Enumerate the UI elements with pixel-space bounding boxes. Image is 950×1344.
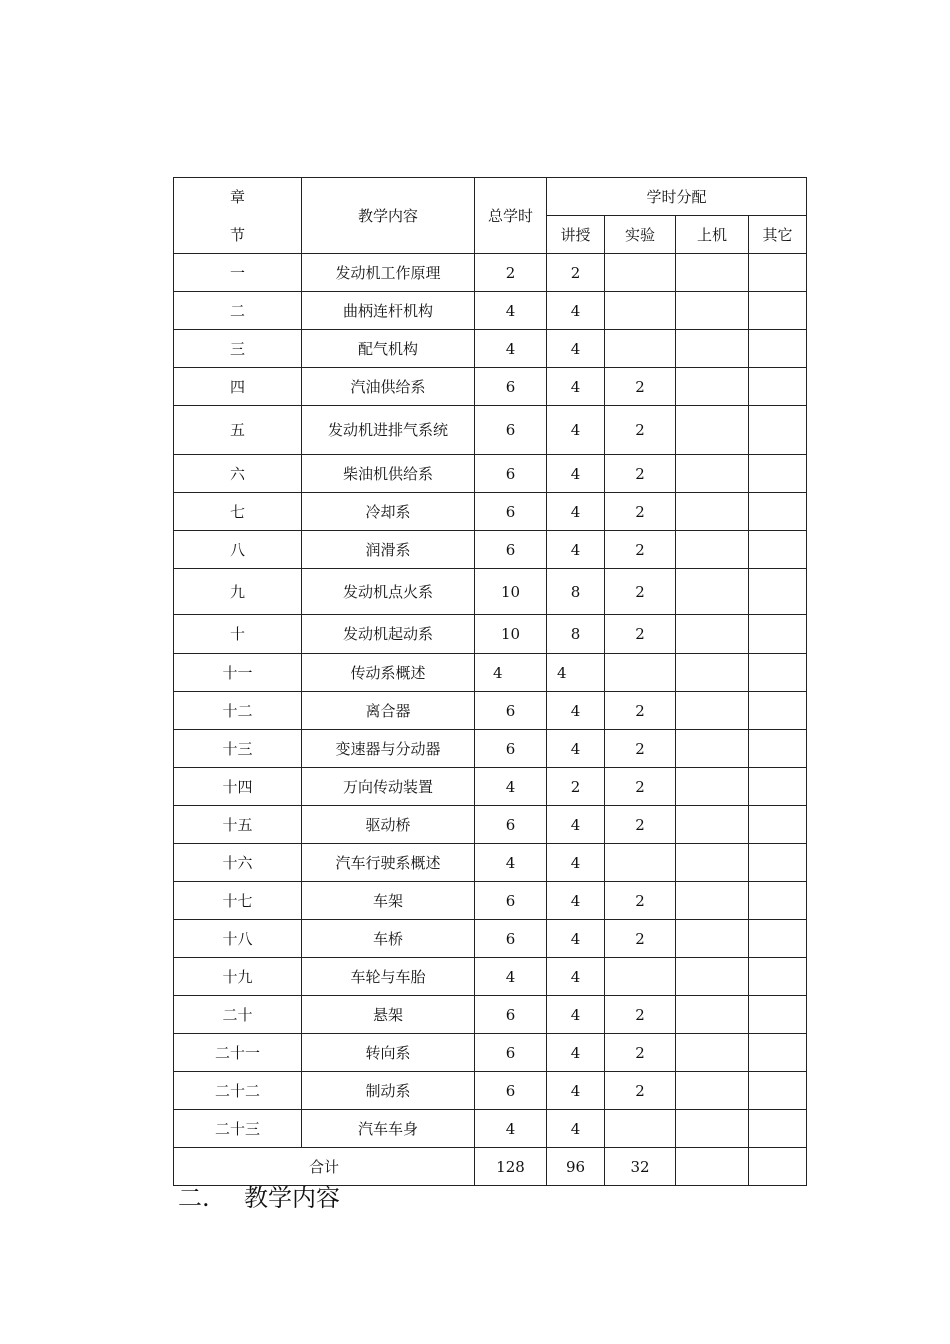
experiment-cell (605, 254, 676, 292)
table-row (174, 692, 807, 730)
table-body (174, 178, 807, 1186)
computer-cell (676, 654, 749, 692)
experiment-cell: 2 (605, 806, 676, 844)
content-cell: 发动机起动系 (302, 615, 475, 654)
table-row (174, 615, 807, 654)
experiment-cell: 2 (605, 493, 676, 531)
chapter-cell: 二 (174, 292, 302, 330)
total-cell: 6 (475, 882, 547, 920)
content-cell: 驱动桥 (302, 806, 475, 844)
other-cell (749, 844, 807, 882)
total-cell: 4 (475, 768, 547, 806)
chapter-cell: 三 (174, 330, 302, 368)
computer-cell (676, 996, 749, 1034)
table-row (174, 493, 807, 531)
header-row-1 (174, 178, 807, 216)
experiment-cell: 2 (605, 768, 676, 806)
lecture-cell: 4 (547, 493, 605, 531)
total-cell: 6 (475, 406, 547, 455)
other-cell (749, 569, 807, 615)
computer-cell (676, 292, 749, 330)
other-cell (749, 654, 807, 692)
lecture-cell: 4 (547, 1034, 605, 1072)
experiment-cell: 2 (605, 1034, 676, 1072)
lecture-cell: 4 (547, 406, 605, 455)
total-cell: 6 (475, 531, 547, 569)
section-title: 教学内容 (244, 1184, 340, 1212)
totals-row (174, 1148, 807, 1186)
computer-cell (676, 1034, 749, 1072)
table-row (174, 292, 807, 330)
lecture-cell: 4 (547, 455, 605, 493)
total-cell: 2 (475, 254, 547, 292)
other-cell (749, 692, 807, 730)
lecture-cell: 4 (547, 806, 605, 844)
other-cell (749, 1034, 807, 1072)
chapter-cell: 一 (174, 254, 302, 292)
table-row (174, 1034, 807, 1072)
content-cell: 润滑系 (302, 531, 475, 569)
computer-cell (676, 531, 749, 569)
chapter-cell: 十三 (174, 730, 302, 768)
content-cell: 万向传动装置 (302, 768, 475, 806)
computer-cell (676, 569, 749, 615)
table-row (174, 844, 807, 882)
content-cell: 发动机点火系 (302, 569, 475, 615)
experiment-cell: 2 (605, 730, 676, 768)
table-row (174, 806, 807, 844)
total-cell: 6 (475, 1072, 547, 1110)
chapter-cell: 十九 (174, 958, 302, 996)
chapter-cell: 十 (174, 615, 302, 654)
computer-cell (676, 844, 749, 882)
total-cell: 6 (475, 455, 547, 493)
lecture-cell: 2 (547, 768, 605, 806)
computer-cell (676, 254, 749, 292)
other-cell (749, 730, 807, 768)
experiment-cell: 2 (605, 692, 676, 730)
chapter-header (174, 178, 302, 254)
chapter-cell: 十二 (174, 692, 302, 730)
experiment-cell: 2 (605, 455, 676, 493)
content-cell: 制动系 (302, 1072, 475, 1110)
table-row (174, 768, 807, 806)
chapter-cell: 二十 (174, 996, 302, 1034)
experiment-cell: 2 (605, 615, 676, 654)
other-cell (749, 493, 807, 531)
section-number: 二. (178, 1184, 210, 1212)
section-heading (178, 1183, 340, 1213)
total-cell: 4 (475, 330, 547, 368)
total-cell: 10 (475, 569, 547, 615)
lecture-cell: 4 (547, 292, 605, 330)
table-row (174, 958, 807, 996)
table-row (174, 330, 807, 368)
table-row (174, 730, 807, 768)
computer-cell (676, 330, 749, 368)
other-header: 其它 (749, 216, 807, 254)
table-row (174, 1072, 807, 1110)
content-cell: 变速器与分动器 (302, 730, 475, 768)
computer-cell (676, 730, 749, 768)
chapter-cell: 八 (174, 531, 302, 569)
content-cell: 汽车行驶系概述 (302, 844, 475, 882)
total-cell: 10 (475, 615, 547, 654)
total-cell: 6 (475, 368, 547, 406)
lecture-cell: 8 (547, 569, 605, 615)
table-row (174, 996, 807, 1034)
lecture-cell: 4 (547, 996, 605, 1034)
lecture-cell: 4 (547, 531, 605, 569)
table-row (174, 569, 807, 615)
chapter-cell: 十五 (174, 806, 302, 844)
chapter-header-line2: 节 (229, 226, 245, 244)
content-cell: 汽油供给系 (302, 368, 475, 406)
chapter-cell: 十一 (174, 654, 302, 692)
total-cell: 6 (475, 692, 547, 730)
allocation-header: 学时分配 (547, 178, 807, 216)
chapter-cell: 二十三 (174, 1110, 302, 1148)
computer-cell (676, 1072, 749, 1110)
totals-total: 128 (475, 1148, 547, 1186)
chapter-cell: 七 (174, 493, 302, 531)
total-cell: 4 (475, 292, 547, 330)
experiment-cell (605, 654, 676, 692)
totals-lecture: 96 (547, 1148, 605, 1186)
total-cell: 6 (475, 806, 547, 844)
content-cell: 曲柄连杆机构 (302, 292, 475, 330)
other-cell (749, 1110, 807, 1148)
experiment-cell: 2 (605, 1072, 676, 1110)
computer-cell (676, 493, 749, 531)
class-hours-table (173, 177, 807, 1186)
experiment-cell: 2 (605, 531, 676, 569)
total-cell: 4 (475, 654, 547, 692)
other-cell (749, 920, 807, 958)
chapter-cell: 十六 (174, 844, 302, 882)
total-hours-header: 总学时 (475, 178, 547, 254)
computer-cell (676, 615, 749, 654)
content-cell: 配气机构 (302, 330, 475, 368)
other-cell (749, 958, 807, 996)
other-cell (749, 615, 807, 654)
totals-other (749, 1148, 807, 1186)
content-cell: 柴油机供给系 (302, 455, 475, 493)
total-cell: 4 (475, 958, 547, 996)
lecture-cell: 4 (547, 920, 605, 958)
experiment-cell (605, 292, 676, 330)
lecture-cell: 4 (547, 958, 605, 996)
content-cell: 车架 (302, 882, 475, 920)
table-row (174, 531, 807, 569)
computer-cell (676, 692, 749, 730)
other-cell (749, 768, 807, 806)
chapter-cell: 二十一 (174, 1034, 302, 1072)
computer-cell (676, 958, 749, 996)
experiment-cell (605, 1110, 676, 1148)
computer-cell (676, 882, 749, 920)
other-cell (749, 292, 807, 330)
other-cell (749, 330, 807, 368)
lecture-cell: 4 (547, 730, 605, 768)
content-cell: 发动机工作原理 (302, 254, 475, 292)
other-cell (749, 368, 807, 406)
computer-cell (676, 806, 749, 844)
computer-header: 上机 (676, 216, 749, 254)
computer-cell (676, 455, 749, 493)
lecture-cell: 4 (547, 882, 605, 920)
experiment-cell (605, 844, 676, 882)
lecture-cell: 4 (547, 330, 605, 368)
other-cell (749, 996, 807, 1034)
total-cell: 6 (475, 730, 547, 768)
experiment-cell: 2 (605, 406, 676, 455)
content-cell: 汽车车身 (302, 1110, 475, 1148)
table-row (174, 368, 807, 406)
table-row (174, 882, 807, 920)
total-cell: 6 (475, 920, 547, 958)
content-cell: 车轮与车胎 (302, 958, 475, 996)
totals-computer (676, 1148, 749, 1186)
total-cell: 4 (475, 844, 547, 882)
lecture-cell: 4 (547, 844, 605, 882)
experiment-cell: 2 (605, 368, 676, 406)
experiment-cell: 2 (605, 882, 676, 920)
experiment-cell: 2 (605, 996, 676, 1034)
content-cell: 悬架 (302, 996, 475, 1034)
total-cell: 6 (475, 1034, 547, 1072)
table-row (174, 455, 807, 493)
lecture-cell: 4 (547, 692, 605, 730)
computer-cell (676, 368, 749, 406)
chapter-cell: 十七 (174, 882, 302, 920)
table-row (174, 1110, 807, 1148)
table-row (174, 920, 807, 958)
content-cell: 传动系概述 (302, 654, 475, 692)
lecture-cell: 4 (547, 368, 605, 406)
lecture-header: 讲授 (547, 216, 605, 254)
total-cell: 6 (475, 996, 547, 1034)
total-cell: 4 (475, 1110, 547, 1148)
lecture-cell: 4 (547, 1072, 605, 1110)
experiment-cell: 2 (605, 920, 676, 958)
computer-cell (676, 406, 749, 455)
experiment-cell (605, 330, 676, 368)
other-cell (749, 531, 807, 569)
experiment-header: 实验 (605, 216, 676, 254)
content-header: 教学内容 (302, 178, 475, 254)
other-cell (749, 882, 807, 920)
table-row (174, 406, 807, 455)
totals-label: 合计 (174, 1148, 475, 1186)
other-cell (749, 1072, 807, 1110)
totals-experiment: 32 (605, 1148, 676, 1186)
content-cell: 车桥 (302, 920, 475, 958)
chapter-cell: 十四 (174, 768, 302, 806)
chapter-cell: 十八 (174, 920, 302, 958)
chapter-header-line1: 章 (229, 188, 245, 206)
lecture-cell: 4 (547, 654, 605, 692)
lecture-cell: 4 (547, 1110, 605, 1148)
total-cell: 6 (475, 493, 547, 531)
experiment-cell (605, 958, 676, 996)
computer-cell (676, 1110, 749, 1148)
computer-cell (676, 920, 749, 958)
content-cell: 离合器 (302, 692, 475, 730)
computer-cell (676, 768, 749, 806)
experiment-cell: 2 (605, 569, 676, 615)
content-cell: 发动机进排气系统 (302, 406, 475, 455)
table-row (174, 254, 807, 292)
content-cell: 转向系 (302, 1034, 475, 1072)
lecture-cell: 2 (547, 254, 605, 292)
other-cell (749, 455, 807, 493)
chapter-cell: 九 (174, 569, 302, 615)
lecture-cell: 8 (547, 615, 605, 654)
chapter-cell: 二十二 (174, 1072, 302, 1110)
chapter-cell: 五 (174, 406, 302, 455)
content-cell: 冷却系 (302, 493, 475, 531)
chapter-cell: 四 (174, 368, 302, 406)
other-cell (749, 806, 807, 844)
table-row (174, 654, 807, 692)
other-cell (749, 254, 807, 292)
other-cell (749, 406, 807, 455)
chapter-cell: 六 (174, 455, 302, 493)
